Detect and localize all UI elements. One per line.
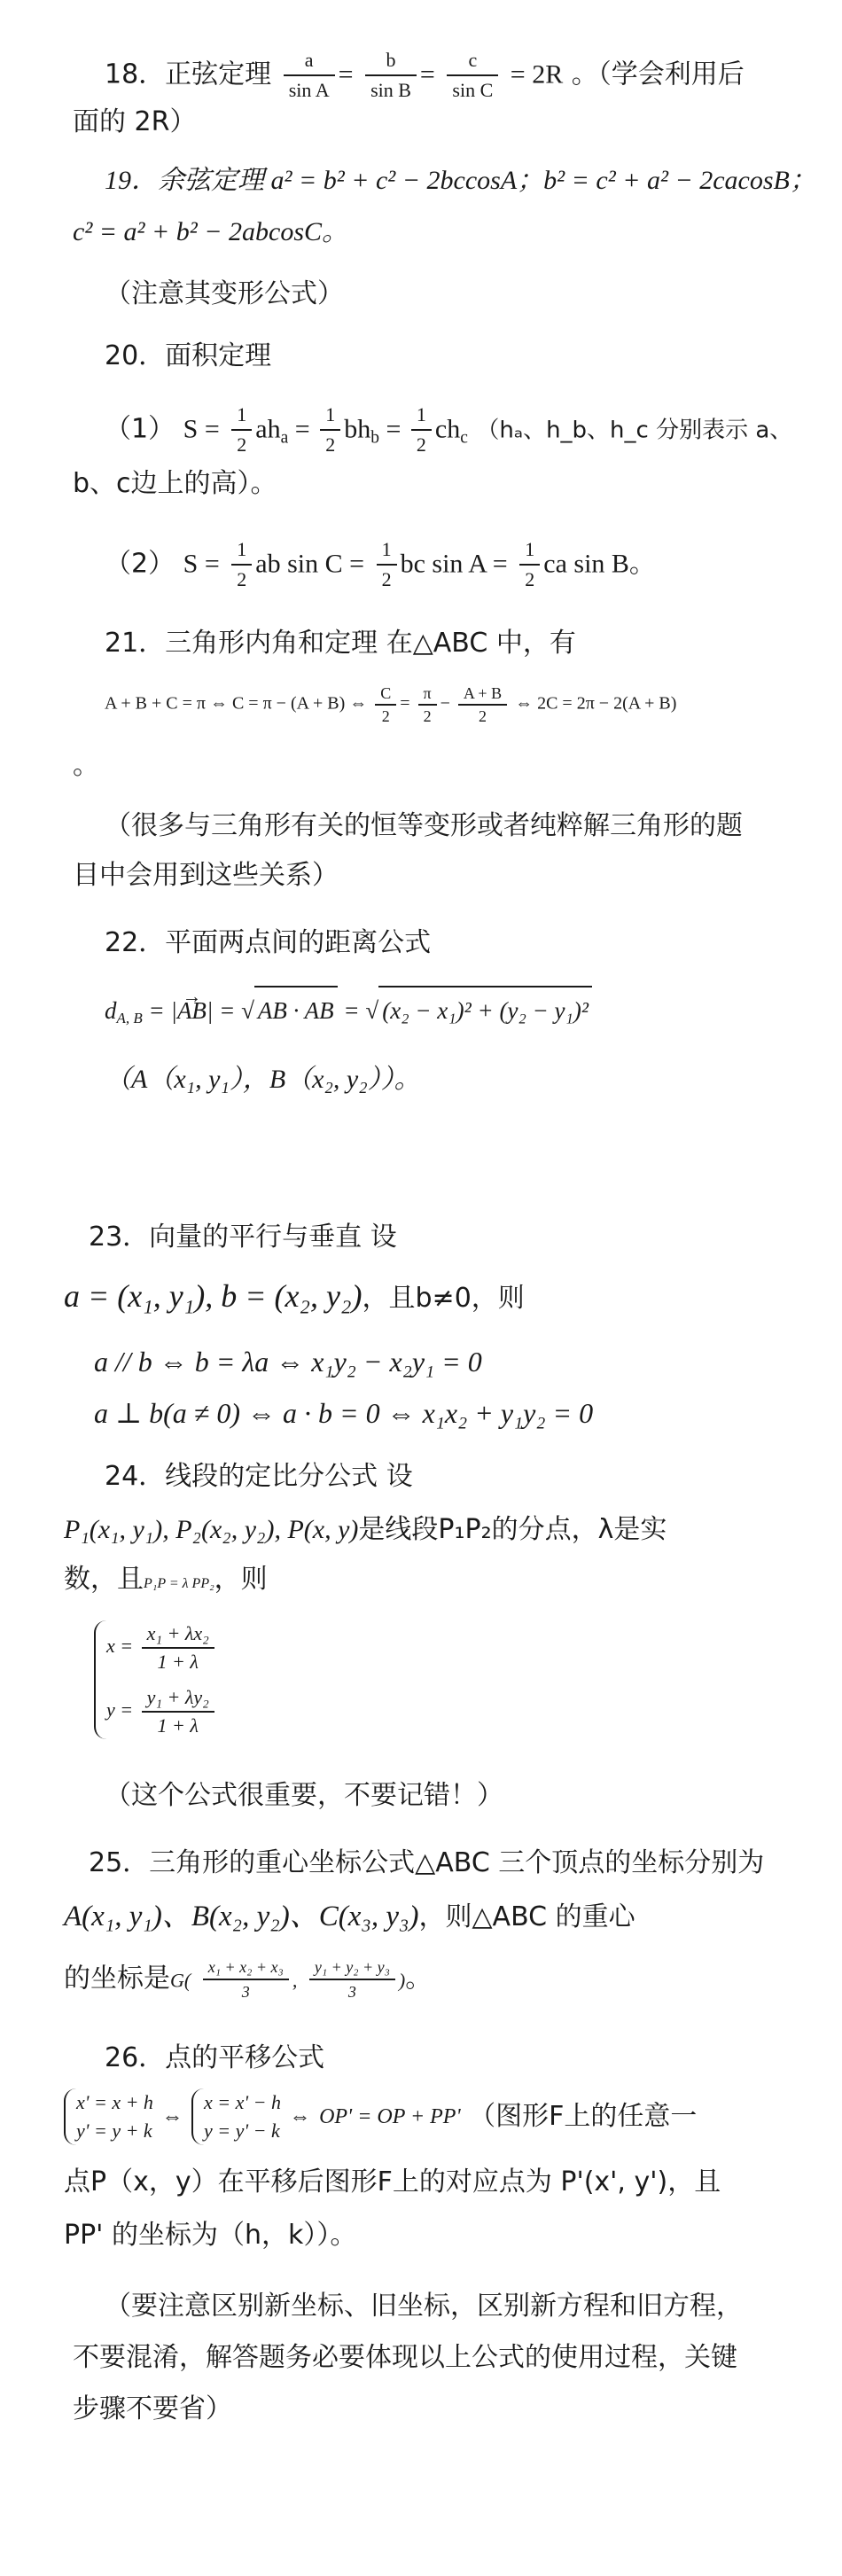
s18-line1: 18．正弦定理 $\frac{a}{\text{sin A}}$ = $\frac{b}{\text{sin B}}$ = $\frac{c}{\text{sin C}}$ = 2R 。（学会利用后 bbox=[105, 46, 842, 105]
s20-p1: （1） S = $\frac{1}{2}$ $ah_a$ = $\frac{1}{2}$ $bh_b$ = $\frac{1}{2}$ $ch_c$ （hₐ、h_b、h_c 分别表示 a、 bbox=[105, 401, 842, 461]
s21-dot: 。 bbox=[73, 750, 99, 781]
s18-frac-b: $\frac{b}{\text{sin B}}$ bbox=[365, 46, 417, 105]
s26-note3: 步骤不要省） bbox=[73, 2393, 232, 2424]
s20-p1-line2: b、c边上的高）。 bbox=[73, 468, 277, 499]
s19-note: （注意其变形公式） bbox=[105, 278, 344, 309]
s21-note2: 目中会用到这些关系） bbox=[73, 860, 339, 891]
s26-note2: 不要混淆，解答题务必要体现以上公式的使用过程，关键 bbox=[73, 2342, 737, 2373]
s26-line3: PP' 的坐标为（h，k））。 bbox=[64, 2220, 357, 2251]
s23-line1: a = (x₁, y₁), b = (x₂, y₂)，且b≠0，则 bbox=[64, 1278, 525, 1314]
s23-parallel: a // b ⇔ b = λa ⇔ x₁y₂ − x₂y₁ = 0 bbox=[94, 1346, 482, 1378]
s21-formula: A + B + C = π ⇔ C = π − (A + B) ⇔ $\frac{C}{2}$ = $\frac{\pi}{2}$ − $\frac{A + B}{2}$ ⇔ 2C = 2π − 2(A + B) bbox=[105, 684, 677, 725]
s22-formula: $d_{A, B}$ = |→ AB| = √ AB · AB = √ (x₂ − x₁)² + (y₂ − y₁)² bbox=[105, 986, 842, 1042]
s24-system: x = $\frac{\text{x₁ + λx₂}}{1 + \lambda}$ y = $\frac{\text{y₁ + λy₂}}{1 + \lambda}$ bbox=[94, 1620, 218, 1739]
s18-title: 18．正弦定理 bbox=[105, 59, 272, 90]
s22-title: 22．平面两点间的距离公式 bbox=[105, 927, 432, 958]
s19-line1: 19．余弦定理 a² = b² + c² − 2bccosA；b² = c² + a² − 2cacosB； bbox=[105, 166, 816, 195]
s24-note: （这个公式很重要，不要记错！） bbox=[105, 1780, 503, 1811]
s25-line2: A(x₁, y₁)、B(x₂, y₂)、C(x₃, y₃)，则△ABC 的重心 bbox=[64, 1901, 635, 1932]
s18-line2: 面的 2R） bbox=[73, 106, 197, 137]
s24-line1: P₁(x₁, y₁), P₂(x₂, y₂), P(x, y)是线段P₁P₂的分点，λ是实 bbox=[64, 1514, 667, 1545]
s24-line2: 数，且P₁P = λ PP₂，则 bbox=[64, 1564, 268, 1595]
s23-title: 23．向量的平行与垂直 设 bbox=[89, 1222, 397, 1253]
s26-note1: （要注意区别新坐标、旧坐标，区别新方程和旧方程， bbox=[105, 2291, 743, 2322]
s26-formula: x' = x + h y' = y + k ⇔ x = x' − h y = y' − k ⇔ OP' = OP + PP' （图形F上的任意一 bbox=[64, 2088, 842, 2145]
s18-post: 。（学会利用后 bbox=[571, 59, 745, 90]
s18-frac-a: $\frac{a}{\text{sin A}}$ bbox=[284, 46, 335, 105]
s25-line3: 的坐标是G( $\frac{\text{x₁ + x₂ + x₃}}{3}$ , $\frac{\text{y₁ + y₂ + y₃}}{3}$ )。 bbox=[64, 1955, 842, 2004]
s26-line2: 点P（x，y）在平移后图形F上的对应点为 P'(x', y')，且 bbox=[64, 2166, 721, 2197]
s21-note1: （很多与三角形有关的恒等变形或者纯粹解三角形的题 bbox=[105, 810, 743, 841]
s23-perpendicular: a ⊥ b(a ≠ 0) ⇔ a · b = 0 ⇔ x₁x₂ + y₁y₂ = 0 bbox=[94, 1397, 594, 1429]
s18-frac-c: $\frac{c}{\text{sin C}}$ bbox=[447, 46, 498, 105]
s19-line2: c² = a² + b² − 2abcosC。 bbox=[73, 217, 349, 246]
s20-title: 20．面积定理 bbox=[105, 340, 272, 371]
s22-coords: （A（x₁, y₁），B（x₂, y₂））。 bbox=[105, 1065, 421, 1094]
s26-title: 26．点的平移公式 bbox=[105, 2042, 325, 2073]
s18-eq: = 2R bbox=[510, 59, 564, 90]
s20-p2: （2） S = $\frac{1}{2}$ ab sin C = $\frac{1}{2}$ bc sin A = $\frac{1}{2}$ ca sin B。 bbox=[105, 535, 842, 594]
s24-title: 24．线段的定比分公式 设 bbox=[105, 1461, 413, 1492]
s21-title: 21．三角形内角和定理 在△ABC 中，有 bbox=[105, 628, 576, 659]
s25-line1: 25．三角形的重心坐标公式△ABC 三个顶点的坐标分别为 bbox=[89, 1847, 765, 1878]
